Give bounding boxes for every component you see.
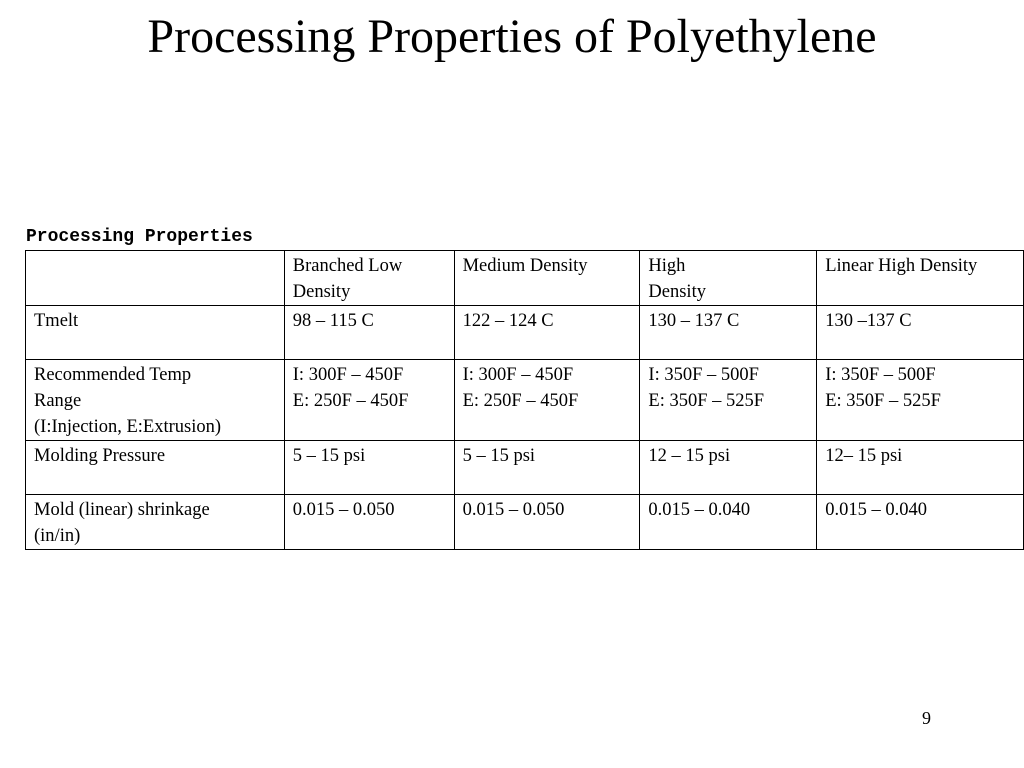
table-cell: 0.015 – 0.040: [817, 495, 1024, 550]
header-cell-branched-low-density: Branched Low Density: [284, 251, 454, 306]
table-header-row: [26, 251, 1024, 306]
header-cell-high-density: High Density: [640, 251, 817, 306]
properties-table: [25, 250, 1024, 550]
header-cell-linear-high-density: Linear High Density: [817, 251, 1024, 306]
table-cell: 130 – 137 C: [640, 306, 817, 360]
row-label: Tmelt: [26, 306, 285, 360]
table-cell: 12– 15 psi: [817, 441, 1024, 495]
table-cell: 0.015 – 0.050: [284, 495, 454, 550]
row-label: Mold (linear) shrinkage (in/in): [26, 495, 285, 550]
table-cell: 5 – 15 psi: [454, 441, 640, 495]
table-cell: I: 300F – 450F E: 250F – 450F: [284, 360, 454, 441]
table-cell: 0.015 – 0.050: [454, 495, 640, 550]
page-number: 9: [922, 708, 931, 728]
table-row-molding-pressure: [26, 441, 1024, 495]
header-cell-medium-density: Medium Density: [454, 251, 640, 306]
table-cell: 0.015 – 0.040: [640, 495, 817, 550]
table-row-mold-shrinkage: [26, 495, 1024, 550]
table-caption: Processing Properties: [26, 227, 253, 247]
table-cell: 130 –137 C: [817, 306, 1024, 360]
table-cell: I: 300F – 450F E: 250F – 450F: [454, 360, 640, 441]
slide-title: Processing Properties of Polyethylene: [147, 10, 877, 63]
header-cell-empty: [26, 251, 285, 306]
table-cell: I: 350F – 500F E: 350F – 525F: [640, 360, 817, 441]
table-cell: 122 – 124 C: [454, 306, 640, 360]
row-label: Molding Pressure: [26, 441, 285, 495]
table-cell: 12 – 15 psi: [640, 441, 817, 495]
table-row-tmelt: [26, 306, 1024, 360]
row-label: Recommended Temp Range (I:Injection, E:Extrusion): [26, 360, 285, 441]
table-cell: 5 – 15 psi: [284, 441, 454, 495]
table-row-recommended-temp: [26, 360, 1024, 441]
table-cell: 98 – 115 C: [284, 306, 454, 360]
table-cell: I: 350F – 500F E: 350F – 525F: [817, 360, 1024, 441]
